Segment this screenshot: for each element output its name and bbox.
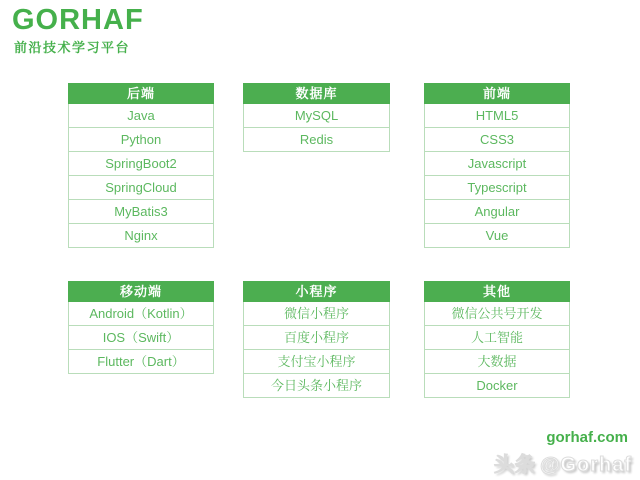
- table-cell: CSS3: [425, 127, 569, 151]
- table-cell: Python: [69, 127, 213, 151]
- table-cell: 支付宝小程序: [244, 349, 389, 373]
- table-cell: Angular: [425, 199, 569, 223]
- table-cell: Javascript: [425, 151, 569, 175]
- table-header: 后端: [68, 83, 214, 104]
- table-cell: Flutter（Dart）: [69, 349, 213, 373]
- table-cell: Typescript: [425, 175, 569, 199]
- tech-table-mobile: [68, 281, 214, 374]
- toutiao-watermark: [494, 448, 632, 477]
- table-cell: 百度小程序: [244, 325, 389, 349]
- table-header: 其他: [424, 281, 570, 302]
- table-cell: Java: [127, 108, 155, 123]
- table-body: [243, 302, 390, 398]
- table-cell: 今日头条小程序: [244, 373, 389, 397]
- brand-logo: GORHAF: [12, 4, 144, 36]
- table-cell: Vue: [425, 223, 569, 247]
- website-url: gorhaf.com: [546, 429, 628, 446]
- toutiao-logo-icon: 头条: [493, 454, 536, 476]
- table-cell: 人工智能: [425, 325, 569, 349]
- table-body: [243, 104, 390, 152]
- watermark-handle: @Gorhaf: [539, 454, 632, 476]
- table-header: 前端: [424, 83, 570, 104]
- table-cell: MySQL: [294, 108, 339, 123]
- table-cell: IOS（Swift）: [69, 325, 213, 349]
- table-cell: Redis: [244, 127, 389, 151]
- table-cell: Nginx: [69, 223, 213, 247]
- table-header: 移动端: [68, 281, 214, 302]
- table-body: [424, 104, 570, 248]
- tech-table-other: [424, 281, 570, 398]
- table-cell: 微信小程序: [283, 306, 349, 321]
- table-cell: MyBatis3: [69, 199, 213, 223]
- table-cell: HTML5: [475, 108, 519, 123]
- table-cell: 微信公共号开发: [451, 306, 543, 321]
- table-cell: Android（Kotlin）: [89, 306, 193, 321]
- table-header: 数据库: [243, 83, 390, 104]
- table-header: 小程序: [243, 281, 390, 302]
- table-body: [68, 104, 214, 248]
- table-cell: Docker: [425, 373, 569, 397]
- table-cell: SpringBoot2: [69, 151, 213, 175]
- tech-table-miniprogram: [243, 281, 390, 398]
- table-cell: 大数据: [425, 349, 569, 373]
- table-body: [424, 302, 570, 398]
- table-cell: SpringCloud: [69, 175, 213, 199]
- tech-table-frontend: [424, 83, 570, 248]
- tech-table-backend: [68, 83, 214, 248]
- tech-table-database: [243, 83, 390, 152]
- brand-tagline: 前沿技术学习平台: [14, 40, 131, 55]
- table-body: [68, 302, 214, 374]
